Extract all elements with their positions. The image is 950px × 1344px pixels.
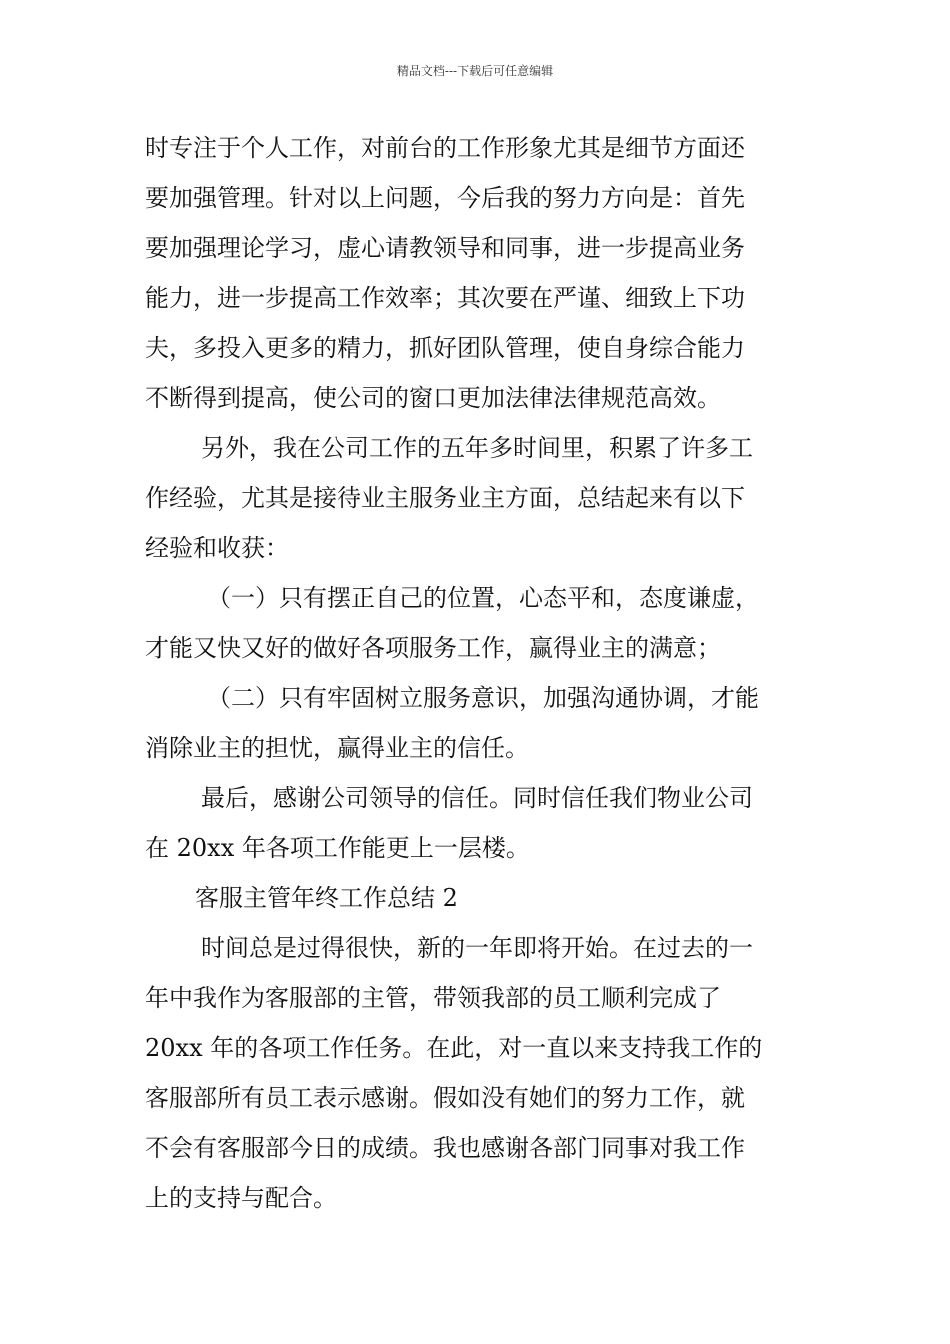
list-item-first-line: （一）只有摆正自己的位置，心态平和，态度谦虚， [207,584,759,612]
text-line: 20xx 年的各项工作任务。在此，对一直以来支持我工作的 [145,1034,763,1062]
text-line: 上的支持与配合。 [145,1184,337,1212]
text-line: 才能又快又好的做好各项服务工作，赢得业主的满意； [145,634,721,662]
text-line: 客服部所有员工表示感谢。假如没有她们的努力工作，就 [145,1084,745,1112]
document-body [145,128,810,1228]
text-line: 年中我作为客服部的主管，带领我部的员工顺利完成了 [145,984,721,1012]
text-line: 在 20xx 年各项工作能更上一层楼。 [145,834,530,862]
paragraph-first-line: 时间总是过得很快，新的一年即将开始。在过去的一 [201,934,753,962]
paragraph-first-line: 最后，感谢公司领导的信任。同时信任我们物业公司 [201,784,753,812]
text-line: 不会有客服部今日的成绩。我也感谢各部门同事对我工作 [145,1134,745,1162]
text-line: 要加强理论学习，虚心请教领导和同事，进一步提高业务 [145,234,745,262]
text-line: 时专注于个人工作，对前台的工作形象尤其是细节方面还 [145,134,745,162]
page-header: 精品文档---下载后可任意编辑 [396,64,554,78]
text-line: 消除业主的担忧，赢得业主的信任。 [145,734,529,762]
text-line: 作经验，尤其是接待业主服务业主方面，总结起来有以下 [145,484,745,512]
text-line: 不断得到提高，使公司的窗口更加法律法律规范高效。 [145,384,721,412]
list-item-first-line: （二）只有牢固树立服务意识，加强沟通协调，才能 [207,684,759,712]
text-line: 要加强管理。针对以上问题，今后我的努力方向是：首先 [145,184,745,212]
text-line: 能力，进一步提高工作效率；其次要在严谨、细致上下功 [145,284,745,312]
text-line: 夫，多投入更多的精力，抓好团队管理，使自身综合能力 [145,334,745,362]
paragraph-first-line: 另外，我在公司工作的五年多时间里，积累了许多工 [201,434,753,462]
text-line: 经验和收获： [145,534,289,562]
section-heading: 客服主管年终工作总结 2 [195,884,458,912]
